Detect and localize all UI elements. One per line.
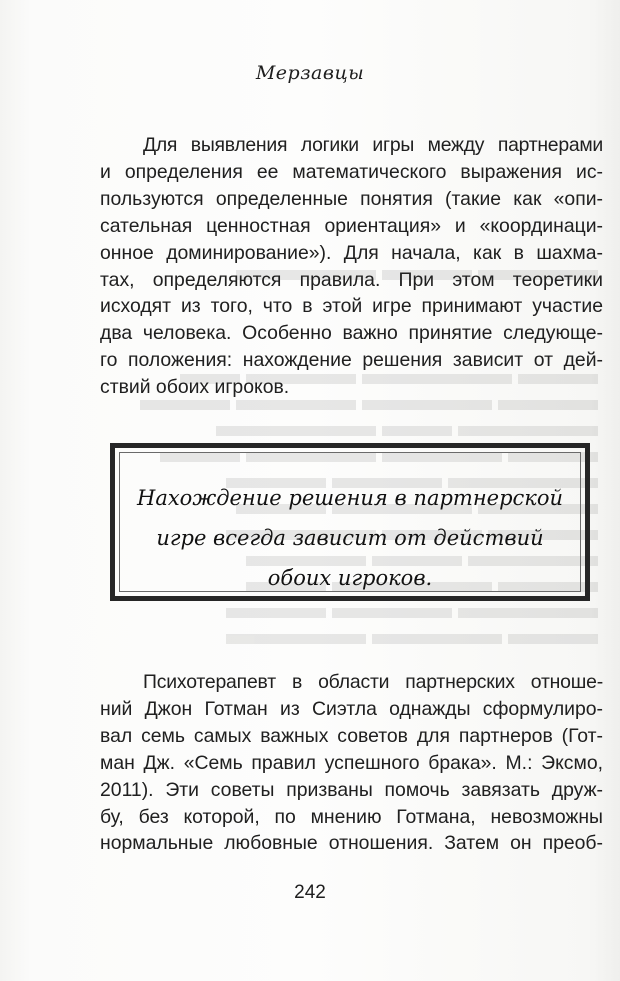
callout-text [115, 478, 585, 598]
text-line: исходят из того, что в этой игре принимают участие [100, 295, 603, 318]
page-number: 242 [294, 882, 326, 903]
text-line: сательная ценностная ориентация» и «координаци- [100, 214, 603, 237]
text-line: и определения ее математического выражения ис- [100, 160, 603, 183]
text-line: тах, определяются правила. При этом теоретики [100, 268, 603, 291]
text-line: два человека. Особенно важно принятие следующе- [100, 322, 603, 345]
text-line: 2011). Эти советы призваны помочь завязать друж- [100, 778, 603, 801]
text-line: Для выявления логики игры между партнерами [143, 134, 603, 156]
paragraph-2 [100, 669, 603, 857]
callout-line: игре всегда зависит от действий [156, 526, 544, 550]
text-line: ман Дж. «Семь правил успешного брака». М.: Эксмо, [100, 751, 603, 774]
text-line: вал семь самых важных советов для партнеров (Гот- [100, 724, 603, 747]
text-line: го положения: нахождение решения зависит от дей- [100, 349, 603, 372]
callout-line: Нахождение решения в партнерской [137, 486, 563, 510]
text-line: Психотерапевт в области партнерских отноше- [143, 671, 603, 693]
text-line: ний Джон Готман из Сиэтла однажды сформулиро- [100, 697, 603, 720]
text-line: онное доминирование»). Для начала, как в шахма- [100, 241, 603, 264]
text-line: пользуются определенные понятия (такие как «опи- [100, 187, 603, 210]
text-line: нормальные любовные отношения. Затем он преоб- [100, 832, 603, 855]
text-line: ствий обоих игроков. [100, 376, 290, 399]
running-head: Мерзавцы [255, 62, 365, 84]
text-line: бу, без которой, по мнению Готмана, невозможны [100, 805, 603, 828]
paragraph-1 [100, 132, 603, 401]
callout-line: обоих игроков. [267, 566, 433, 590]
